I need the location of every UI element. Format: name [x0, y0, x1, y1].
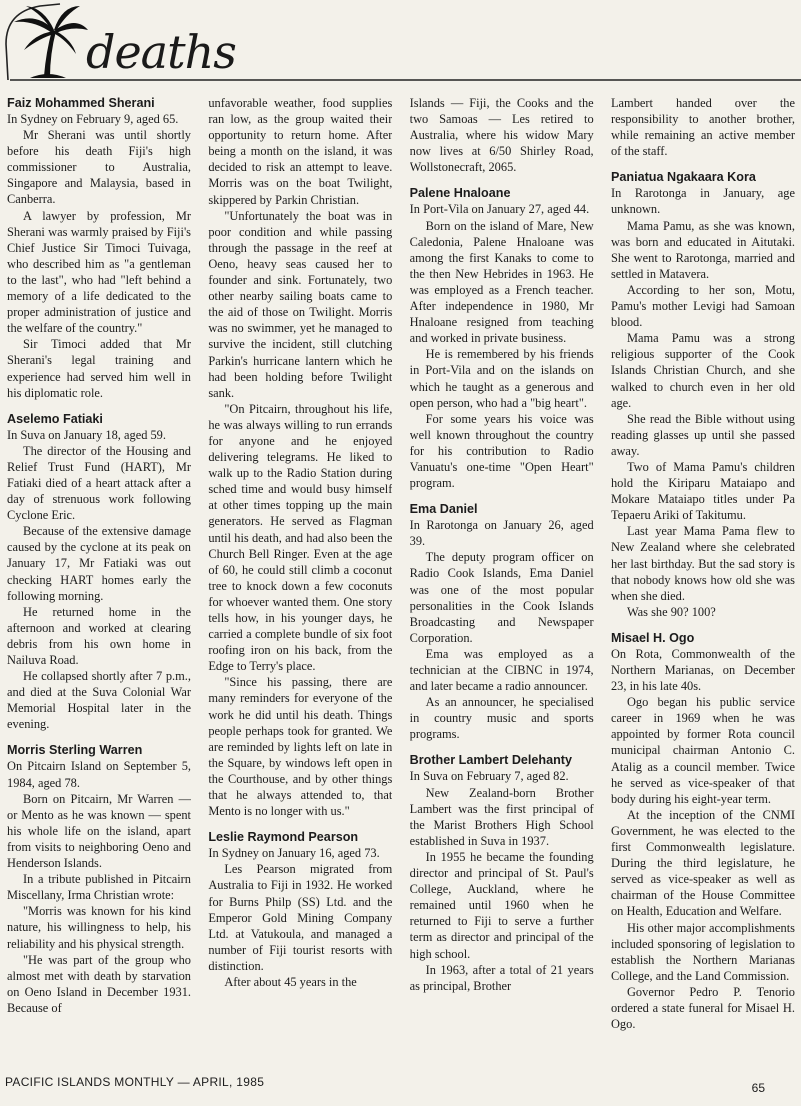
- obituary-name: Paniatua Ngakaara Kora: [610, 170, 756, 185]
- body-paragraph: Sir Timoci added that Mr Sherani's legal training and experience had served him well in his diplomatic role.: [7, 337, 191, 400]
- body-paragraph: Islands — Fiji, the Cooks and the two Samoas — Les retired to Australia, where his widow Mary now lives at 6/50 Shirley Road, Wollstonecraft, 2065.: [409, 96, 594, 175]
- body-paragraph: Because of the extensive damage caused by the cyclone at its peak on January 17, Mr Fatiaki was out checking HART homes early the following morning.: [7, 524, 191, 603]
- body-paragraph: "Unfortunately the boat was in poor condition and while passing through the passage in the reef at Oeno, heavy seas caused her to founder and sink. Fortunately, two other nearby sailing boats came to the aid of those on Twilight. Morris was no swimmer, yet he managed to survive the incident, still clutching Parkin's hurricane lantern which he had been holding before Twilight sank.: [208, 208, 393, 400]
- body-paragraph: New Zealand-born Brother Lambert was the first principal of the Marist Brothers High School established in Suva in 1937.: [409, 785, 594, 848]
- body-paragraph: At the inception of the CNMI Government, he was elected to the first Commonwealth legislature. During the third legislature, he served as vice-speaker as well as chairman of the House Committee on Health, Education and Welfare.: [610, 807, 795, 919]
- body-paragraph: In 1955 he became the founding director and principal of St. Paul's College, Auckland, where he remained until 1960 when he returned to Fiji to serve a further term as director and principal of the high school.: [409, 849, 594, 961]
- body-paragraph: Les Pearson migrated from Australia to Fiji in 1932. He worked for Burns Philp (SS) Ltd. and the Emperor Gold Mining Company Ltd. at Vatukoula, and managed a number of Fiji tourist resorts with distinction.: [208, 862, 393, 973]
- body-paragraph: unfavorable weather, food supplies ran low, as the group waited their opportunity to return home. After being a month on the island, it was decided to risk an attempt to leave. Morris was on the boat Twilight, skippered by Parkin Christian.: [208, 96, 393, 207]
- obituary-place-date: In Suva on January 18, aged 59.: [7, 427, 166, 442]
- obituary-entry: [410, 752, 594, 993]
- obituary-name: Ema Daniel: [409, 502, 478, 517]
- obituary-name: Faiz Mohammed Sherani: [7, 96, 155, 110]
- obituary-place-date: In Sydney on January 16, aged 73.: [208, 846, 380, 861]
- obituary-name: Misael H. Ogo: [610, 630, 695, 645]
- obituary-name: Brother Lambert Delehanty: [409, 753, 573, 768]
- body-paragraph: Governor Pedro P. Tenorio ordered a state funeral for Misael H. Ogo.: [610, 984, 795, 1032]
- obituary-continuation: [208, 95, 392, 819]
- body-paragraph: Ogo began his public service career in 1969 when he was appointed by former Rota council municipal chairman Antonio C. Atalig as a council member. Twice he served as vice-speaker of that body during his eight-year term.: [610, 695, 795, 806]
- section-title: deaths: [86, 25, 236, 79]
- obituary-continuation: [410, 95, 594, 175]
- obituary-entry: [7, 95, 191, 401]
- publication-footer: PACIFIC ISLANDS MONTHLY — APRIL, 1985: [5, 1075, 265, 1089]
- obituary-place-date: In Suva on February 7, aged 82.: [409, 769, 569, 784]
- section-header: [0, 0, 801, 82]
- obituary-entry: [410, 185, 594, 491]
- obituary-place-date: On Rota, Commonwealth of the Northern Marianas, on December 23, in his late 40s.: [610, 646, 795, 694]
- body-paragraph: He is remembered by his friends in Port-Vila and on the islands on which he taught as a generous and open person, who had a "big heart".: [409, 347, 594, 410]
- obituary-entry: [208, 829, 392, 990]
- body-paragraph: Born on the island of Mare, New Caledonia, Palene Hnaloane was among the first Kanaks to come to the then New Hebrides in 1963. He was employed as a French teacher. After independence in 1980, Mr Hnaloane resigned from teaching and worked in private business.: [409, 218, 594, 346]
- body-paragraph: For some years his voice was well known throughout the country for his contribution to Radio Vanuatu's one-time "Open Heart" program.: [409, 411, 594, 491]
- body-paragraph: Born on Pitcairn, Mr Warren — or Mento as he was known — spent his whole life on the island, apart from visits to neighboring Oeno and Henderson Islands.: [7, 791, 191, 871]
- body-paragraph: Two of Mama Pamu's children hold the Kiriparu Mataiapo and Mokare Mataiapo titles under Pa Tepaeru Ariki of Takitumu.: [610, 459, 795, 523]
- body-paragraph: A lawyer by profession, Mr Sherani was warmly praised by Fiji's Chief Justice Sir Timoci Tuivaga, who described him as "a gentleman to the last", who had "left behind a memory of a life dedicated to the proper administration of justice and the welfare of the country.": [7, 208, 191, 336]
- body-paragraph: "Morris was known for his kind nature, his willingness to help, his reliability and his physical strength.: [7, 904, 191, 951]
- page-number: 65: [751, 1081, 765, 1095]
- obituary-entry: [410, 501, 594, 742]
- body-paragraph: The director of the Housing and Relief Trust Fund (HART), Mr Fatiaki died of a heart attack after a day of strenuous work following Cyclone Eric.: [7, 443, 191, 523]
- obituary-place-date: On Pitcairn Island on September 5, 1984, aged 78.: [7, 759, 191, 790]
- text-column: [611, 95, 795, 1063]
- body-paragraph: Mr Sherani was until shortly before his death Fiji's high commissioner to Australia, Singapore and Malaysia, based in Canberra.: [7, 128, 191, 207]
- text-column: [208, 95, 392, 1063]
- body-paragraph: "He was part of the group who almost met with death by starvation on Oeno Island in December 1931. Because of: [7, 952, 191, 1015]
- obituary-name: Aselemo Fatiaki: [7, 411, 103, 426]
- obituary-entry: [7, 742, 191, 1016]
- body-paragraph: He returned home in the afternoon and worked at clearing debris from his own home in Nailuva Road.: [7, 604, 191, 667]
- obituary-entry: [611, 169, 795, 620]
- body-paragraph: She read the Bible without using reading glasses up until she passed away.: [610, 411, 795, 458]
- body-paragraph: "Since his passing, there are many reminders for everyone of the work he did until his death. Things people perhaps took for granted. We are reminded by lights left on late in the Square, by windows left open in the Courthouse, and by other things that he always attended to, that Mento is no longer with us.": [208, 675, 393, 819]
- body-paragraph: The deputy program officer on Radio Cook Islands, Ema Daniel was one of the most popular personalities in the Cook Islands Broadcasting and Newspaper Corporation.: [409, 550, 594, 645]
- obituary-entry: [7, 411, 191, 733]
- obituary-place-date: In Rarotonga in January, age unknown.: [610, 186, 795, 217]
- article-columns: [7, 95, 795, 1063]
- body-paragraph: His other major accomplishments included sponsoring of legislation to establish the Northern Marianas College, and the Land Commission.: [610, 920, 795, 983]
- obituary-name: Leslie Raymond Pearson: [208, 830, 359, 845]
- body-paragraph: Ema was employed as a technician at the CIBNC in 1974, and later became a radio announcer.: [409, 646, 594, 694]
- obituary-continuation: [611, 95, 795, 159]
- body-paragraph: In a tribute published in Pitcairn Miscellany, Irma Christian wrote:: [7, 872, 191, 903]
- text-column: [7, 95, 191, 1063]
- obituary-entry: [611, 630, 795, 1032]
- body-paragraph: Lambert handed over the responsibility to another brother, while remaining an active member of the staff.: [610, 96, 795, 159]
- body-paragraph: Mama Pamu, as she was known, was born and educated in Aitutaki. She went to Rarotonga, married and settled in Matavera.: [610, 218, 795, 281]
- obituary-place-date: In Rarotonga on January 26, aged 39.: [409, 518, 594, 549]
- body-paragraph: Mama Pamu was a strong religious supporter of the Cook Islands Christian Church, and she walked to church even in her old age.: [610, 331, 795, 410]
- body-paragraph: Last year Mama Pama flew to New Zealand where she celebrated her last birthday. But the sad story is that nobody knows how old she was when she died.: [610, 524, 795, 603]
- obituary-name: Morris Sterling Warren: [7, 743, 143, 758]
- body-paragraph: According to her son, Motu, Pamu's mother Levigi had Samoan blood.: [610, 282, 795, 330]
- text-column: [410, 95, 594, 1063]
- obituary-place-date: In Port-Vila on January 27, aged 44.: [409, 202, 590, 217]
- body-paragraph: He collapsed shortly after 7 p.m., and died at the Suva Colonial War Memorial Hospital later in the evening.: [7, 669, 191, 732]
- obituary-place-date: In Sydney on February 9, aged 65.: [7, 112, 179, 126]
- body-paragraph: In 1963, after a total of 21 years as principal, Brother: [409, 962, 594, 993]
- obituary-name: Palene Hnaloane: [409, 186, 511, 201]
- body-paragraph: "On Pitcairn, throughout his life, he was always willing to run errands for anyone and he enjoyed delivering telegrams. He liked to walk up to the Radio Station during sched time and would busy himself at other times topping up the main generators. He served as Flagman until his death, and had also been the Church Bell Ringer. Even at the age of 60, he could still climb a coconut tree to knock down a few coconuts for whoever wanted them. One story tells how, in his younger days, he carried a complete bundle of six foot roofing iron on his back, from the Edge to Terry's place.: [208, 401, 393, 674]
- body-paragraph: Was she 90? 100?: [626, 604, 716, 619]
- body-paragraph: After about 45 years in the: [224, 974, 357, 989]
- body-paragraph: As an announcer, he specialised in country music and sports programs.: [409, 695, 594, 742]
